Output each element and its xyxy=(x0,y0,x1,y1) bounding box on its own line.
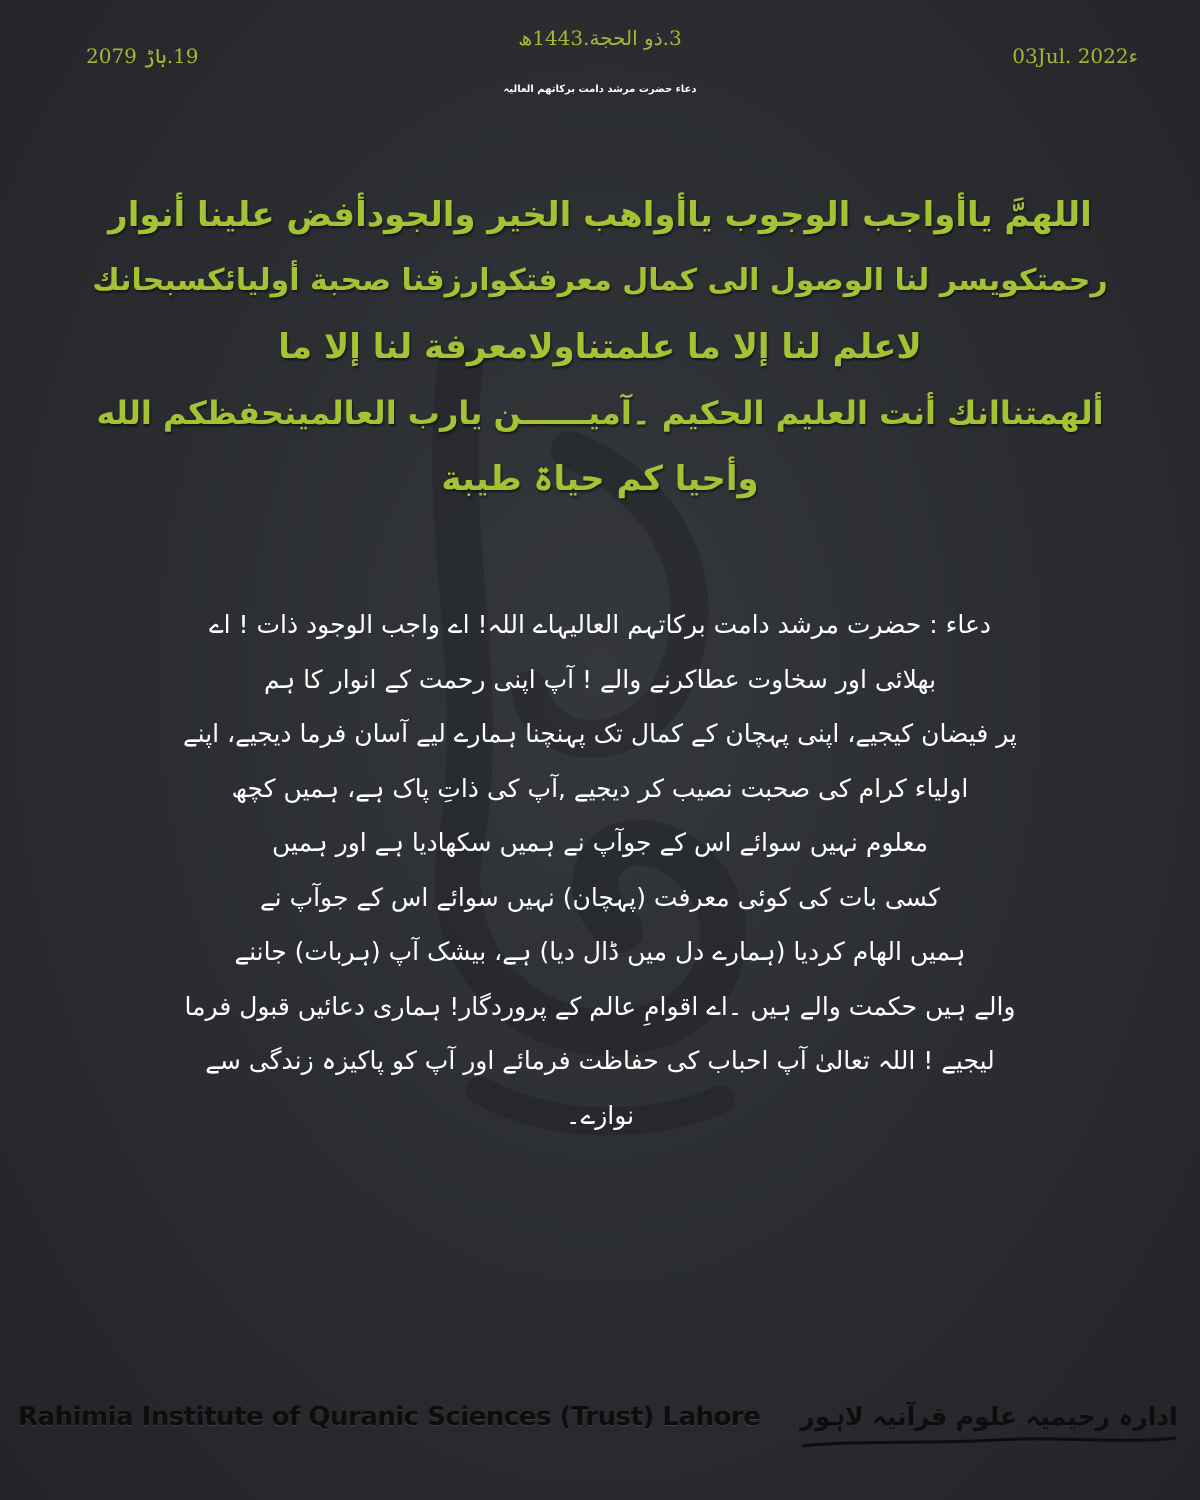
urdu-translation-line: معلوم نہیں سوائے اس کے جوآپ نے ہمیں سکھادیا ہے اور ہمیں xyxy=(272,828,928,857)
arabic-dua xyxy=(90,182,1110,512)
urdu-translation-line: لیجیے ! اللہ تعالیٰ آپ احباب کی حفاظت فرمائے اور آپ کو پاکیزہ زندگی سے xyxy=(205,1046,995,1075)
desi-date: 19.ہاڑ 2079 xyxy=(86,44,199,68)
urdu-translation-line: ہمیں الھام کردیا (ہمارے دل میں ڈال دیا) ہے، بیشک آپ (ہربات) جاننے xyxy=(234,937,966,966)
urdu-translation-line: اولیاء کرام کی صحبت نصیب کر دیجیے ,آپ کی ذاتِ پاک ہے، ہمیں کچھ xyxy=(231,773,969,803)
urdu-translation-line: بھلائی اور سخاوت عطاکرنے والے ! آپ اپنی رحمت کے انوار کا ہم xyxy=(263,664,937,694)
arabic-dua-line: لاعلم لنا إلا ما علمتناولامعرفة لنا إلا ما xyxy=(278,327,922,367)
institute-name: Rahimia Institute of Quranic Sciences (Trust) Lahore xyxy=(18,1402,761,1432)
arabic-dua-line: رحمتکویسر لنا الوصول الى کمال معرفتکوارزقنا صحبة أولیائکسبحانك xyxy=(92,263,1108,298)
urdu-translation-line: والے ہیں حکمت والے ہیں ۔اے اقوامِ عالم کے پروردگار! ہماری دعائیں قبول فرما xyxy=(184,991,1016,1021)
urdu-translation-line: کسی بات کی کوئی معرفت (پہچان) نہیں سوائے اس کے جوآپ نے xyxy=(260,882,940,912)
institute-logo-calligraphy: ادارہ رحیمیہ علوم قرآنیہ لاہور xyxy=(800,1402,1178,1431)
urdu-translation-line: نوازے۔ xyxy=(565,1100,635,1130)
urdu-translation xyxy=(150,598,1050,1143)
page-title: دعاء حضرت مرشد دامت برکاتھم العالیہ xyxy=(503,84,697,95)
hijri-date: 3.ذو الحجة.1443ھ xyxy=(518,26,682,50)
urdu-translation-line: دعاء : حضرت مرشد دامت برکاتہم العالیہاے اللہ! اے واجب الوجود ذات ! اے xyxy=(208,610,992,639)
arabic-dua-line: ألهمتناانك أنت العلیم الحکیم ۔آمیــــــن یارب العالمینحفظکم الله xyxy=(96,394,1104,432)
urdu-translation-line: پر فیضان کیجیے، اپنی پہچان کے کمال تک پہنچنا ہمارے لیے آسان فرما دیجیے، اپنے xyxy=(183,719,1017,748)
arabic-dua-line: وأحیا کم حیاۃ طیبة xyxy=(441,459,759,499)
arabic-dua-line: اللهمَّ یاأواجب الوجوب یاأواھب الخیر والجودأفض علینا أنوار xyxy=(108,195,1092,235)
footer xyxy=(0,1390,1200,1462)
gregorian-date: 03Jul. 2022ء xyxy=(1012,44,1138,68)
